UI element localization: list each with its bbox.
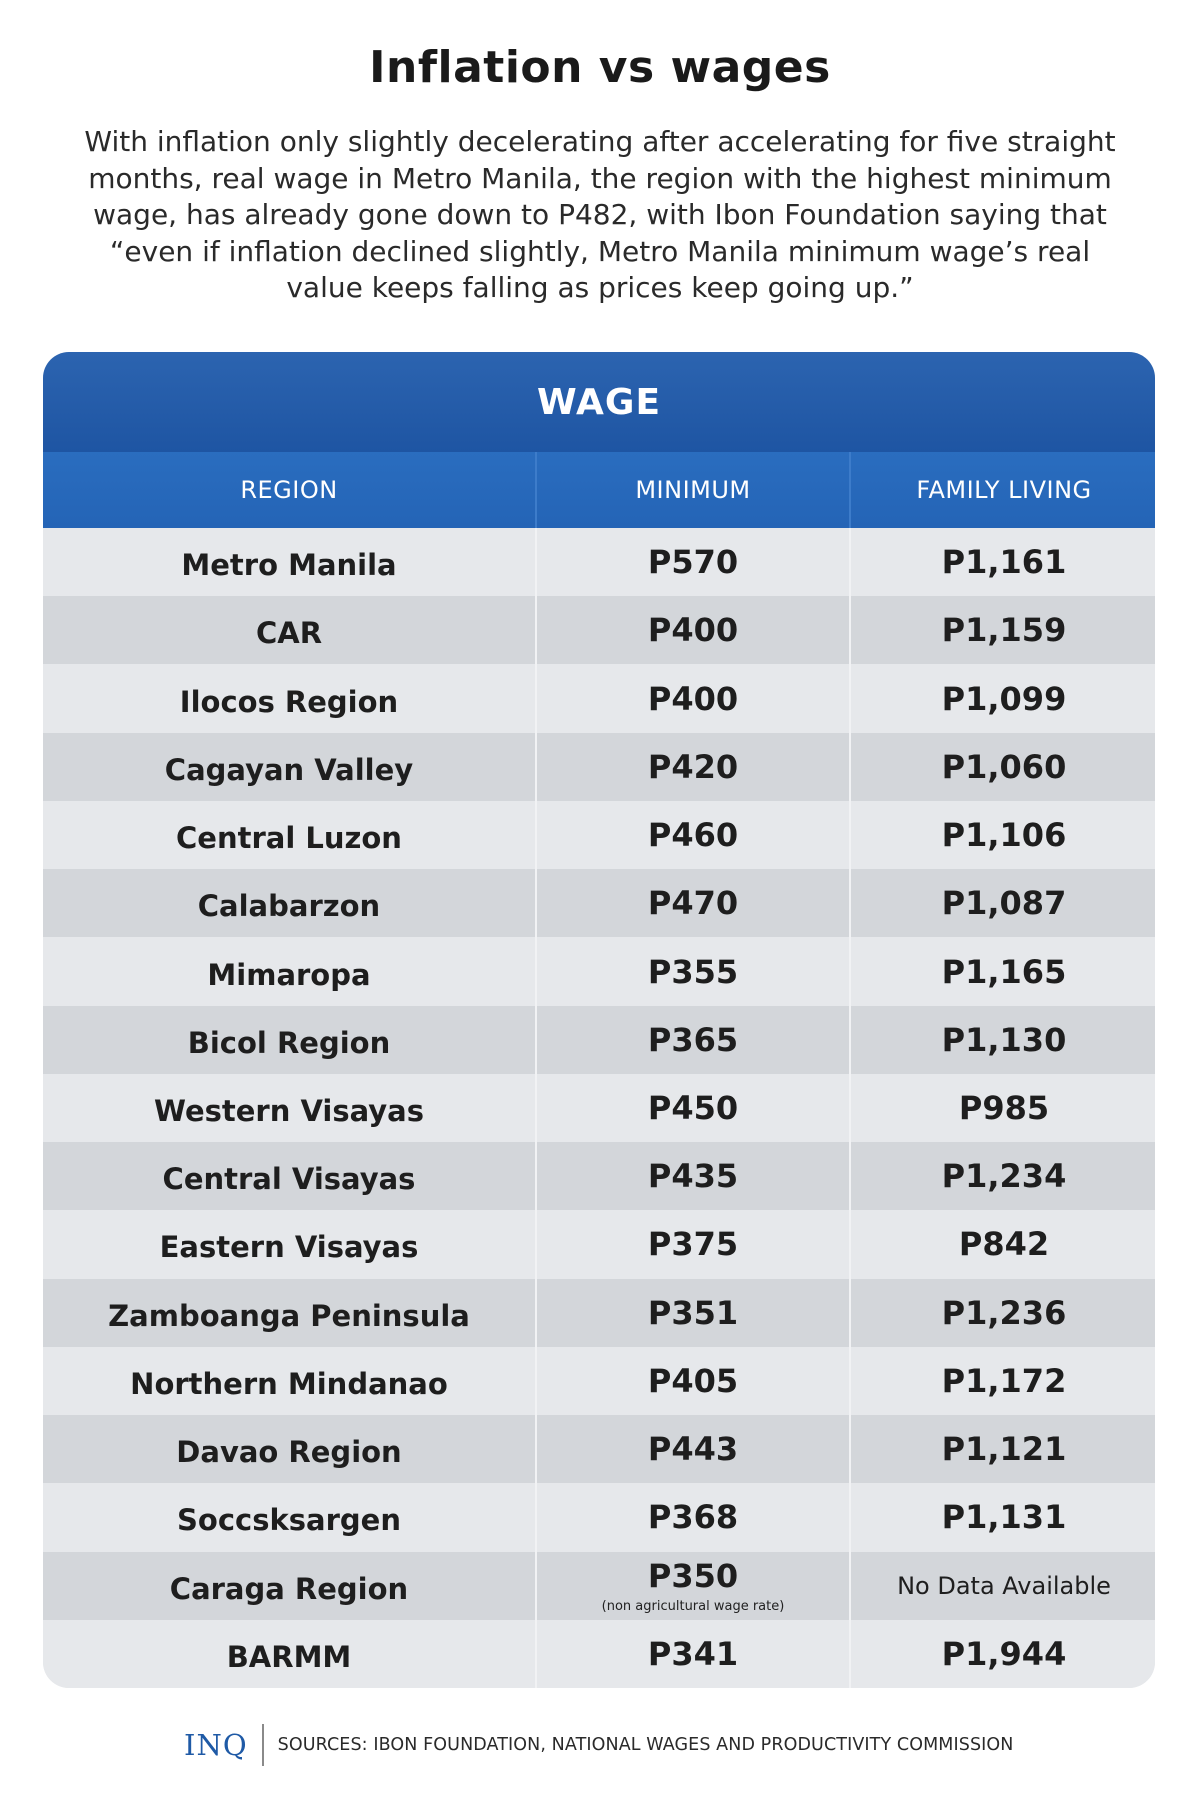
table-row	[43, 733, 1155, 801]
family-living-value: P1,161	[941, 543, 1067, 582]
minimum-wage-value: P443	[647, 1430, 739, 1469]
family-living-cell	[849, 664, 1155, 732]
intro-paragraph: With inflation only slightly decelerating after accelerating for five straight months, real wage in Metro Manila, the region with the highest minimum wage, has already gone down to P482, with Ibon Foundation saying that “even if inflation declined slightly, Metro Manila minimum wage’s real value keeps falling as prices keep going up.”	[84, 125, 1116, 304]
minimum-wage-cell	[535, 1483, 849, 1551]
table-row	[43, 1210, 1155, 1278]
family-living-cell	[849, 1415, 1155, 1483]
minimum-wage-value: P420	[647, 747, 739, 786]
minimum-wage-note: (non agricultural wage rate)	[601, 1599, 785, 1615]
region-cell: Northern Mindanao	[130, 1366, 448, 1401]
wage-table	[43, 352, 1155, 1688]
minimum-wage-cell	[535, 1620, 849, 1688]
region-cell: Cagayan Valley	[164, 752, 414, 787]
region-cell: Calabarzon	[197, 889, 381, 924]
table-row	[43, 596, 1155, 664]
family-living-value: P1,131	[941, 1498, 1067, 1537]
table-row	[43, 1006, 1155, 1074]
region-cell: Caraga Region	[169, 1571, 409, 1606]
family-living-cell	[849, 1279, 1155, 1347]
minimum-wage-value: P570	[647, 543, 739, 582]
family-living-value: P1,165	[941, 952, 1067, 991]
minimum-wage-cell	[535, 596, 849, 664]
family-living-cell	[849, 801, 1155, 869]
minimum-wage-value: P351	[647, 1293, 739, 1332]
minimum-wage-cell	[535, 1210, 849, 1278]
minimum-wage-cell	[535, 733, 849, 801]
family-living-cell	[849, 1347, 1155, 1415]
family-living-cell	[849, 1483, 1155, 1551]
family-living-cell	[849, 1142, 1155, 1210]
column-header-minimum: MINIMUM	[535, 452, 849, 528]
table-row	[43, 1620, 1155, 1688]
family-living-cell	[849, 869, 1155, 937]
family-living-cell	[849, 1210, 1155, 1278]
table-row	[43, 1279, 1155, 1347]
family-living-cell	[849, 1074, 1155, 1142]
family-living-value: P1,060	[941, 747, 1067, 786]
region-cell: Central Visayas	[162, 1162, 416, 1197]
table-row	[43, 1347, 1155, 1415]
family-living-cell	[849, 528, 1155, 596]
family-living-cell	[849, 1620, 1155, 1688]
minimum-wage-value: P400	[647, 679, 739, 718]
table-row	[43, 1142, 1155, 1210]
inq-logo: INQ	[184, 1724, 264, 1766]
minimum-wage-cell	[535, 1415, 849, 1483]
family-living-value: No Data Available	[897, 1571, 1111, 1600]
family-living-value: P842	[958, 1225, 1050, 1264]
minimum-wage-value: P435	[647, 1157, 739, 1196]
minimum-wage-cell	[535, 1279, 849, 1347]
minimum-wage-cell	[535, 1552, 849, 1620]
table-row	[43, 528, 1155, 596]
minimum-wage-cell	[535, 528, 849, 596]
table-row	[43, 937, 1155, 1005]
table-row	[43, 1552, 1155, 1620]
minimum-wage-cell	[535, 937, 849, 1005]
table-row	[43, 664, 1155, 732]
minimum-wage-value: P470	[647, 884, 739, 923]
region-cell: Eastern Visayas	[159, 1230, 419, 1265]
minimum-wage-cell	[535, 1006, 849, 1074]
family-living-cell	[849, 937, 1155, 1005]
column-header-region: REGION	[240, 476, 338, 504]
region-cell: CAR	[255, 616, 323, 651]
minimum-wage-cell	[535, 801, 849, 869]
family-living-value: P1,087	[941, 884, 1067, 923]
minimum-wage-value: P350	[647, 1557, 739, 1596]
table-row	[43, 1074, 1155, 1142]
family-living-value: P1,944	[941, 1634, 1067, 1673]
page-title: Inflation vs wages	[369, 42, 831, 93]
table-row	[43, 1415, 1155, 1483]
family-living-value: P1,159	[941, 611, 1067, 650]
region-cell: Central Luzon	[176, 821, 402, 856]
family-living-cell	[849, 596, 1155, 664]
region-cell: Metro Manila	[181, 548, 397, 583]
family-living-value: P1,130	[941, 1020, 1067, 1059]
region-cell: BARMM	[226, 1639, 352, 1674]
minimum-wage-value: P368	[647, 1498, 739, 1537]
family-living-value: P1,172	[941, 1361, 1067, 1400]
region-cell: Davao Region	[176, 1435, 402, 1470]
table-row	[43, 1483, 1155, 1551]
region-cell: Ilocos Region	[179, 684, 399, 719]
family-living-value: P1,106	[941, 816, 1067, 855]
table-row	[43, 869, 1155, 937]
column-header-family-living: FAMILY LIVING	[849, 452, 1155, 528]
minimum-wage-cell	[535, 1347, 849, 1415]
minimum-wage-cell	[535, 1142, 849, 1210]
region-cell: Western Visayas	[153, 1093, 424, 1128]
region-cell: Zamboanga Peninsula	[108, 1298, 470, 1333]
minimum-wage-value: P355	[647, 952, 739, 991]
minimum-wage-value: P341	[647, 1634, 739, 1673]
family-living-cell	[849, 733, 1155, 801]
minimum-wage-value: P460	[647, 816, 739, 855]
minimum-wage-cell	[535, 869, 849, 937]
family-living-value: P1,236	[941, 1293, 1067, 1332]
table-body	[43, 528, 1155, 1688]
table-header-row	[43, 452, 1155, 528]
minimum-wage-cell	[535, 664, 849, 732]
table-row	[43, 801, 1155, 869]
table-title: WAGE	[43, 352, 1155, 452]
minimum-wage-value: P365	[647, 1020, 739, 1059]
region-cell: Soccsksargen	[177, 1503, 401, 1538]
family-living-value: P1,099	[941, 679, 1067, 718]
family-living-cell	[849, 1552, 1155, 1620]
family-living-cell	[849, 1006, 1155, 1074]
region-cell: Bicol Region	[187, 1025, 391, 1060]
family-living-value: P1,121	[941, 1430, 1067, 1469]
region-cell: Mimaropa	[207, 957, 371, 992]
minimum-wage-cell	[535, 1074, 849, 1142]
footer	[184, 1724, 1014, 1766]
minimum-wage-value: P375	[647, 1225, 739, 1264]
minimum-wage-value: P400	[647, 611, 739, 650]
sources-text: SOURCES: IBON FOUNDATION, NATIONAL WAGES AND PRODUCTIVITY COMMISSION	[277, 1735, 1014, 1755]
minimum-wage-value: P450	[647, 1088, 739, 1127]
family-living-value: P985	[958, 1088, 1050, 1127]
minimum-wage-value: P405	[647, 1361, 739, 1400]
family-living-value: P1,234	[941, 1157, 1067, 1196]
